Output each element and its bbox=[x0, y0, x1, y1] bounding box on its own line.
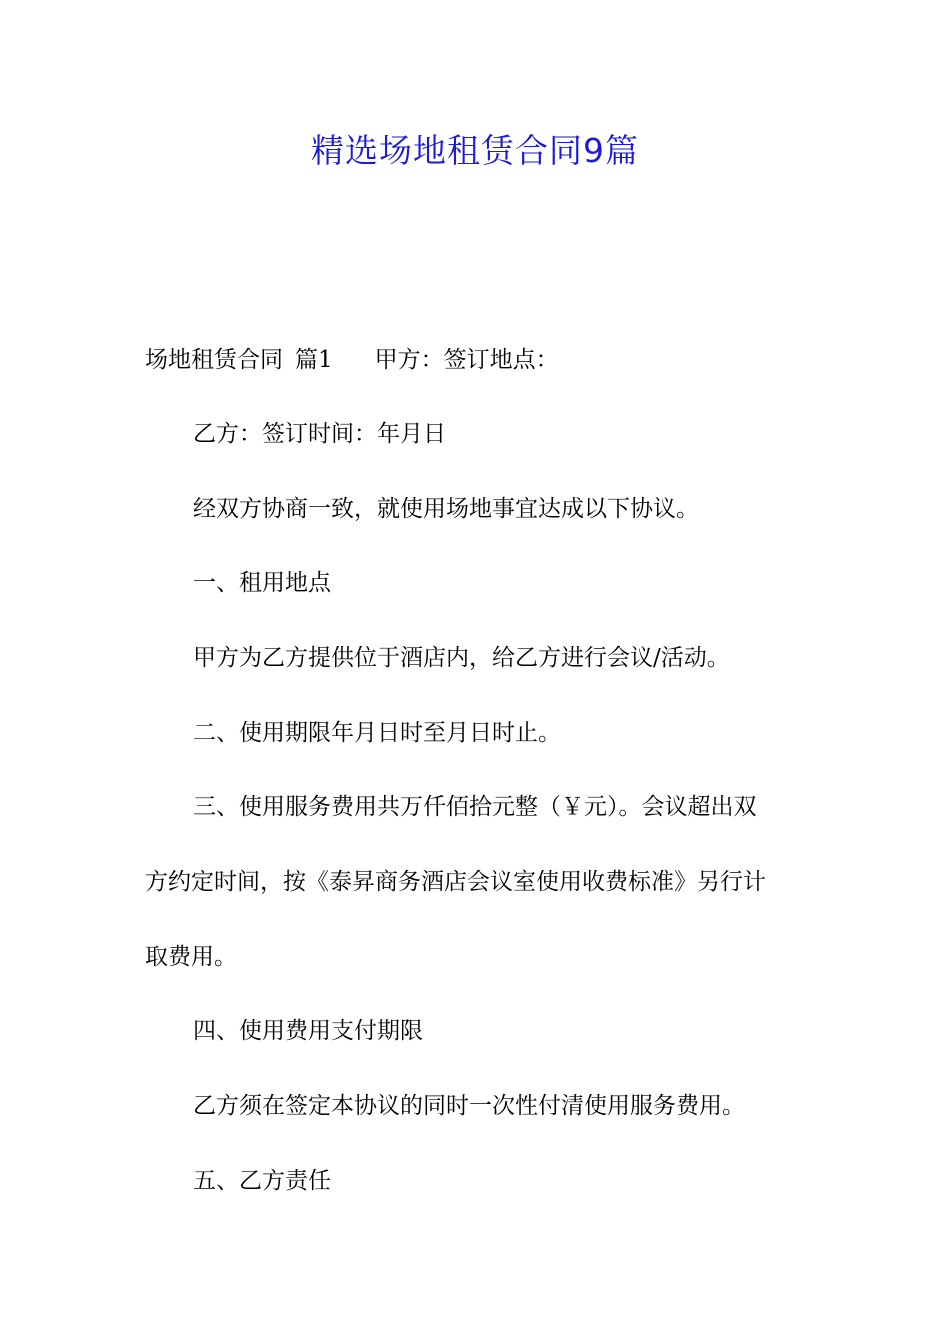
contract-name: 场地租赁合同 bbox=[145, 347, 283, 373]
contract-header-line bbox=[145, 340, 810, 380]
contract-part-number: 篇1 bbox=[295, 347, 333, 373]
party-a-signing-place: 甲方：签订地点： bbox=[374, 347, 559, 373]
section-3-text-line-3: 取费用。 bbox=[145, 944, 237, 970]
section-1-heading: 一、租用地点 bbox=[193, 570, 331, 596]
section-2-text: 二、使用期限年月日时至月日时止。 bbox=[193, 720, 561, 746]
party-b-signing-time: 乙方：签订时间：年月日 bbox=[193, 421, 446, 447]
document-title: 精选场地租赁合同9篇 bbox=[311, 131, 639, 170]
section-4-heading: 四、使用费用支付期限 bbox=[193, 1018, 423, 1044]
agreement-intro: 经双方协商一致，就使用场地事宜达成以下协议。 bbox=[193, 496, 699, 522]
section-3-text-line-1: 三、使用服务费用共万仟佰拾元整（￥元）。会议超出双 bbox=[193, 794, 757, 820]
section-4-text: 乙方须在签定本协议的同时一次性付清使用服务费用。 bbox=[193, 1093, 745, 1119]
section-5-heading: 五、乙方责任 bbox=[193, 1168, 331, 1194]
section-1-text: 甲方为乙方提供位于酒店内，给乙方进行会议/活动。 bbox=[193, 645, 730, 671]
section-3-text-line-2: 方约定时间，按《泰昇商务酒店会议室使用收费标准》另行计 bbox=[145, 869, 766, 895]
